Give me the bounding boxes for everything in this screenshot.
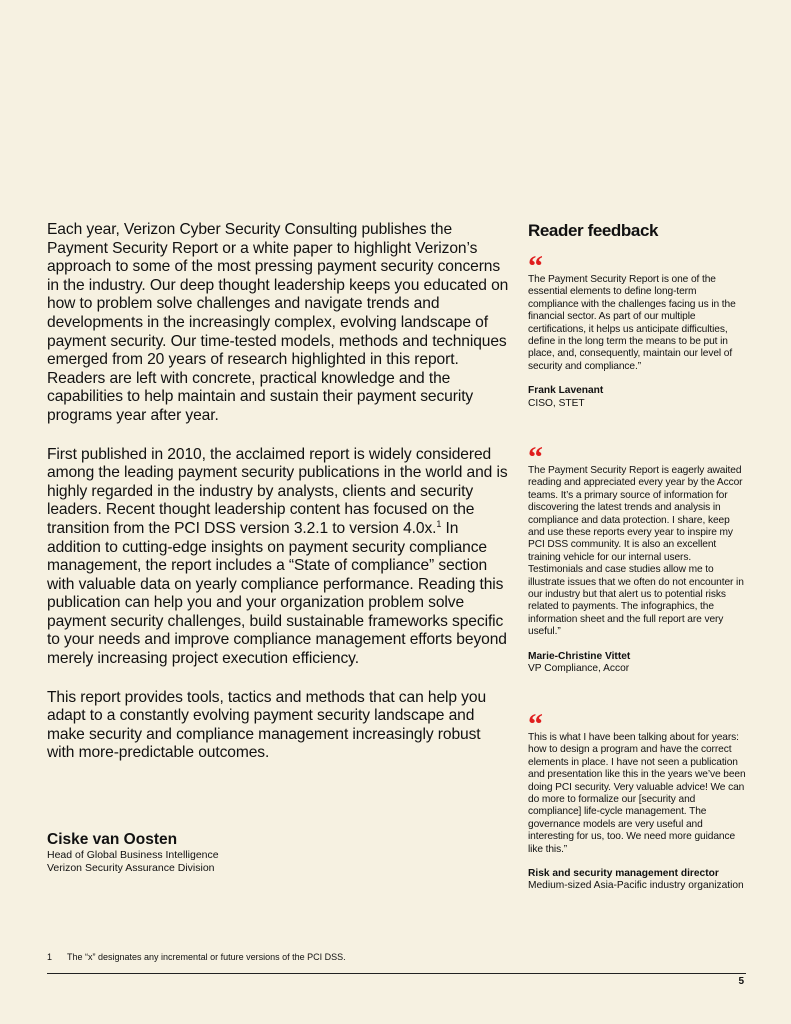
body-paragraph-2-part-b: In addition to cutting-edge insights on payment security compliance management, the report includes a “State of compliance” section with valuable data on yearly compliance performance. Reading this publication can help you and your organization problem solve payment security challenges, build sustainable frameworks specific to your needs and improve compliance management efforts beyond merely increasing project execution efficiency. [47, 519, 507, 668]
body-paragraph-1: Each year, Verizon Cyber Security Consulting publishes the Payment Security Report or a white paper to highlight Verizon’s approach to some of the most pressing payment security concerns in the industry. Our deep thought leadership keeps you educated on how to problem solve challenges and navigate trends and developments in the increasingly complex, evolving landscape of payment security. Our time-tested models, methods and techniques emerged from 20 years of research highlighted in this report. Readers are left with concrete, practical knowledge and the capabilities to help maintain and sustain their payment security programs year after year. [47, 221, 509, 424]
body-paragraph-2 [47, 446, 509, 669]
footnote-number: 1 [47, 952, 53, 962]
footnote-ref: 1 [436, 518, 442, 529]
quote-text: The Payment Security Report is eagerly awaited reading and appreciated every year by the Accor teams. It’s a primary source of information for discovering the latest trends and analysis in compliance and data protection. I share, keep and use these reports every year to inspire my PCI DSS community. It is also an excellent training vehicle for our internal users. Testimonials and case studies allow me to illustrate issues that we often do not encounter in our industry but that alert us to potential risks related to payments. The infographics, the information sheet and the full report are very useful.” [528, 465, 744, 638]
footer-divider [47, 973, 746, 974]
author-signature [47, 831, 219, 875]
feedback-heading: Reader feedback [528, 221, 659, 240]
author-title-2: Verizon Security Assurance Division [47, 862, 215, 874]
quote-mark-icon: “ [528, 250, 541, 283]
quote-author-role: Medium-sized Asia-Pacific industry organization [528, 880, 744, 892]
quote-mark-icon: “ [528, 708, 541, 741]
page-number: 5 [738, 976, 744, 987]
quote-author-role: VP Compliance, Accor [528, 663, 630, 675]
quote-author-name: Marie-Christine Vittet [528, 650, 631, 662]
body-paragraph-2-part-a: First published in 2010, the acclaimed report is widely considered among the leading payment security publications in the world and is highly regarded in the industry by analysts, clients and security leaders. Recent thought leadership content has focused on the transition from the PCI DSS version 3.2.1 to version 4.0x. [47, 445, 508, 537]
quote-text: This is what I have been talking about for years: how to design a program and have the correct elements in place. I have not seen a publication and presentation like this in the years we’ve been doing PCI security. Very valuable advice! We can do more to formalize our [security and compliance] life-cycle management. The governance models are very useful and interesting for us, too. We need more guidance like this.” [528, 732, 746, 855]
author-name: Ciske van Oosten [47, 831, 178, 848]
body-paragraph-3: This report provides tools, tactics and methods that can help you adapt to a constantly evolving payment security landscape and make security and compliance management increasingly robust with more-predictable outcomes. [47, 688, 487, 762]
footnote-text: The “x” designates any incremental or future versions of the PCI DSS. [67, 952, 346, 962]
author-title-1: Head of Global Business Intelligence [47, 849, 219, 861]
quote-mark-icon: “ [528, 441, 541, 474]
footnote [47, 952, 346, 963]
quote-author-name: Risk and security management director [528, 868, 719, 880]
feedback-quote-3 [528, 708, 748, 893]
feedback-quote-2 [528, 441, 748, 676]
feedback-quote-1 [528, 250, 748, 410]
main-body [47, 221, 509, 783]
reader-feedback [528, 220, 748, 892]
quote-text: The Payment Security Report is one of the essential elements to define long-term compliance with the challenges facing us in the financial sector. As part of our multiple certifications, it helps us anticipate difficulties, define in the long term the means to be put in place, and, consequently, maintain our level of security and compliance.” [528, 274, 736, 372]
quote-author-name: Frank Lavenant [528, 385, 604, 397]
quote-author-role: CISO, STET [528, 397, 585, 409]
